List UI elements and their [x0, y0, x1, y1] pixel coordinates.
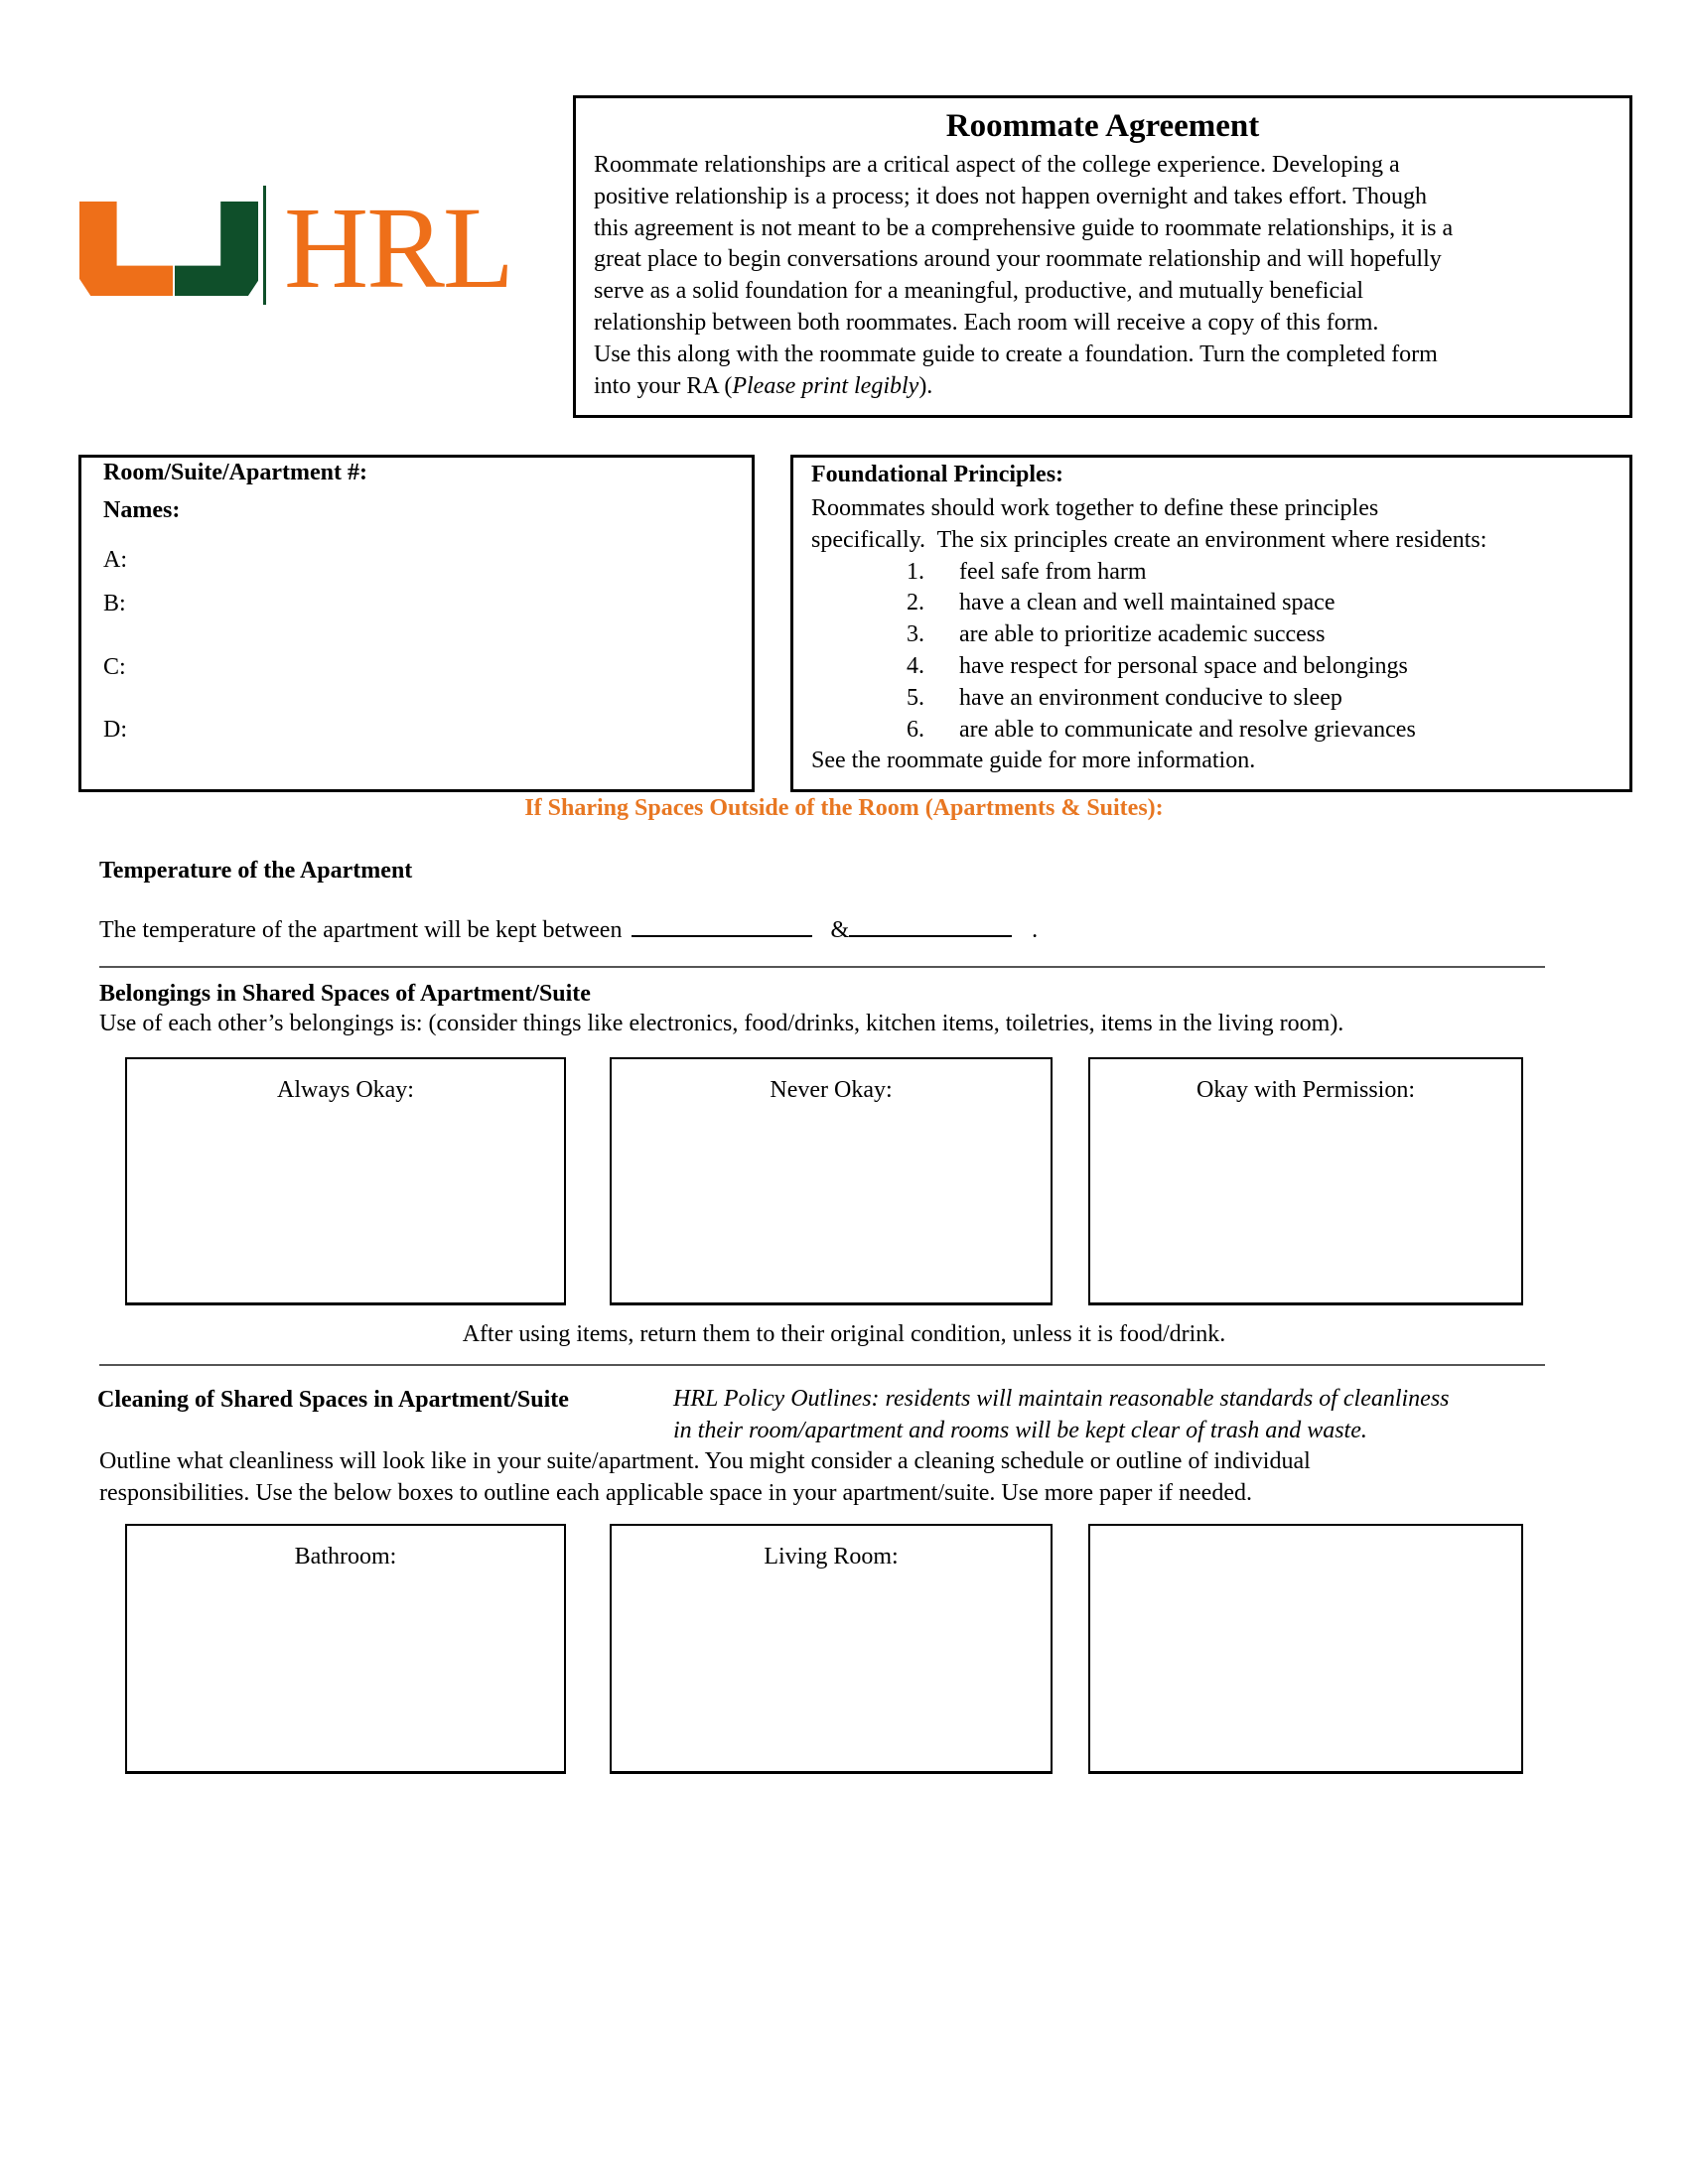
temperature-low-field[interactable]: [632, 911, 812, 937]
temperature-title: Temperature of the Apartment: [99, 858, 413, 884]
belongings-note: After using items, return them to their original condition, unless it is food/drink.: [462, 1321, 1226, 1347]
u-logo-orange-half: [79, 202, 173, 296]
principle-item: 4. have respect for personal space and belongings: [907, 652, 1408, 679]
temperature-sentence: The temperature of the apartment will be kept between & .: [99, 911, 1038, 947]
intro-box: [573, 95, 1632, 418]
shared-spaces-heading: If Sharing Spaces Outside of the Room (Apartments & Suites):: [524, 795, 1164, 821]
always-okay-label: Always Okay:: [277, 1077, 414, 1103]
okay-with-permission-box[interactable]: [1088, 1057, 1523, 1305]
name-c-label: C:: [103, 654, 126, 680]
names-label: Names:: [103, 497, 181, 523]
room-names-box: [78, 455, 755, 792]
principle-item: 6. are able to communicate and resolve grievances: [907, 716, 1416, 743]
name-d-label: D:: [103, 717, 127, 743]
print-legibly-note: Please print legibly: [732, 372, 919, 399]
name-d-field[interactable]: [141, 715, 727, 745]
hrl-logo: [79, 184, 546, 313]
living-room-label: Living Room:: [764, 1544, 899, 1570]
never-okay-label: Never Okay:: [770, 1077, 893, 1103]
principles-list: [811, 557, 1629, 747]
foundations-title: Foundational Principles:: [811, 462, 1064, 487]
section-divider: [99, 1364, 1545, 1366]
okay-with-permission-label: Okay with Permission:: [1196, 1077, 1415, 1103]
page-title: Roommate Agreement: [945, 108, 1260, 144]
other-space-box[interactable]: [1088, 1524, 1523, 1774]
name-b-label: B:: [103, 591, 126, 616]
section-divider: [99, 966, 1545, 968]
logo-divider: [263, 186, 266, 305]
foundations-intro: Roommates should work together to define these principles specifically. The six principles create an environment where residents:: [811, 495, 1487, 553]
room-number-field[interactable]: [409, 458, 727, 487]
principle-item: 1. feel safe from harm: [907, 558, 1147, 585]
always-okay-box[interactable]: [125, 1057, 566, 1305]
principle-item: 5. have an environment conducive to sleep: [907, 684, 1342, 711]
name-c-field[interactable]: [141, 652, 727, 682]
never-okay-box[interactable]: [610, 1057, 1053, 1305]
belongings-title: Belongings in Shared Spaces of Apartment/Suite: [99, 981, 591, 1007]
name-a-label: A:: [103, 547, 127, 573]
living-room-box[interactable]: [610, 1524, 1053, 1774]
cleaning-description: Outline what cleanliness will look like in your suite/apartment. You might consider a cleaning schedule or outline of individual responsibilities. Use the below boxes to outline each applicable space in your apartment/suite. Use more paper if needed.: [99, 1448, 1311, 1506]
u-logo-green-half: [175, 202, 258, 296]
name-b-field[interactable]: [141, 589, 727, 618]
name-a-field[interactable]: [141, 545, 727, 575]
bathroom-box[interactable]: [125, 1524, 566, 1774]
bathroom-label: Bathroom:: [294, 1544, 397, 1570]
hrl-policy-note: HRL Policy Outlines: residents will maintain reasonable standards of cleanliness in their room/apartment and rooms will be kept clear of trash and waste.: [673, 1386, 1450, 1443]
room-number-label: Room/Suite/Apartment #:: [103, 460, 367, 485]
logo-text: HRL: [284, 183, 512, 313]
cleaning-title: Cleaning of Shared Spaces in Apartment/Suite: [97, 1387, 569, 1413]
principle-item: 2. have a clean and well maintained space: [907, 590, 1336, 616]
belongings-description: Use of each other’s belongings is: (consider things like electronics, food/drinks, kitchen items, toiletries, items in the living room).: [99, 1011, 1344, 1036]
principle-item: 3. are able to prioritize academic success: [907, 621, 1326, 648]
intro-text: Roommate relationships are a critical aspect of the college experience. Developing a positive relationship is a process; it does not happen overnight and takes effort. Though this agreement is not meant to be a comprehensive guide to roommate relationships, it is a great place to begin conversations around your roommate relationship and will hopefully serve as a solid foundation for a meaningful, productive, and mutually beneficial relationship between both roommates. Each room will receive a copy of this form. Use this along with the roommate guide to create a foundation. Turn the completed form into your RA (Please print legibly).: [594, 152, 1454, 399]
temperature-high-field[interactable]: [849, 911, 1012, 937]
foundational-principles-box: [790, 455, 1632, 792]
foundations-footer: See the roommate guide for more information.: [811, 748, 1256, 774]
